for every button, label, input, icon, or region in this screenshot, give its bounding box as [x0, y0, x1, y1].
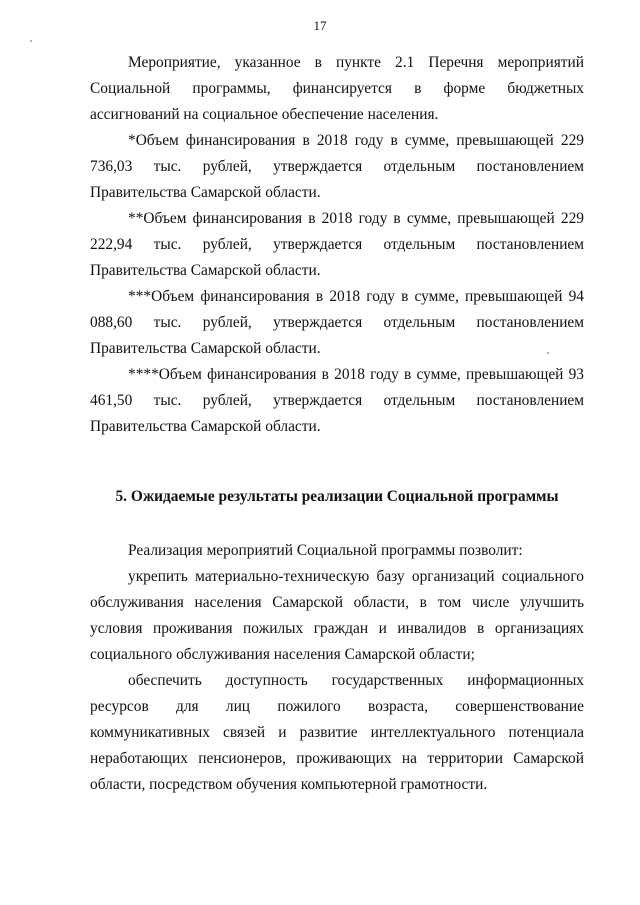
result-item-1: укрепить материально-техническую базу организаций социального обслуживания населения Самарской области, в том числе улучшить условия проживания пожилых граждан и инвалидов в организациях социального обслуживания населения Самарской области;	[90, 568, 584, 663]
footnote-4: ****Объем финансирования в 2018 году в сумме, превышающей 93 461,50 тыс. рублей, утверждается отдельным постановлением Правительства Самарской области.	[90, 366, 584, 435]
financing-notes	[90, 50, 584, 440]
results-intro: Реализация мероприятий Социальной программы позволит:	[128, 542, 523, 559]
footnote-1: *Объем финансирования в 2018 году в сумме, превышающей 229 736,03 тыс. рублей, утверждается отдельным постановлением Правительства Самарской области.	[90, 132, 584, 201]
footnote-3: ***Объем финансирования в 2018 году в сумме, превышающей 94 088,60 тыс. рублей, утверждается отдельным постановлением Правительства Самарской области.	[90, 288, 584, 357]
footnote-2: **Объем финансирования в 2018 году в сумме, превышающей 229 222,94 тыс. рублей, утверждается отдельным постановлением Правительства Самарской области.	[90, 210, 584, 279]
paragraph-measure-2-1: Мероприятие, указанное в пункте 2.1 Перечня мероприятий Социальной программы, финансируется в форме бюджетных ассигнований на социальное обеспечение населения.	[90, 54, 584, 123]
result-item-2: обеспечить доступность государственных информационных ресурсов для лиц пожилого возраста, совершенствование коммуникативных связей и развитие интеллектуального потенциала неработающих пенсионеров, проживающих на территории Самарской области, посредством обучения компьютерной грамотности.	[90, 672, 584, 793]
scan-speck	[547, 352, 549, 354]
page-number: 17	[313, 18, 327, 33]
section-heading: 5. Ожидаемые результаты реализации Социальной программы	[115, 488, 559, 505]
expected-results	[90, 538, 584, 798]
scan-speck	[30, 40, 32, 42]
